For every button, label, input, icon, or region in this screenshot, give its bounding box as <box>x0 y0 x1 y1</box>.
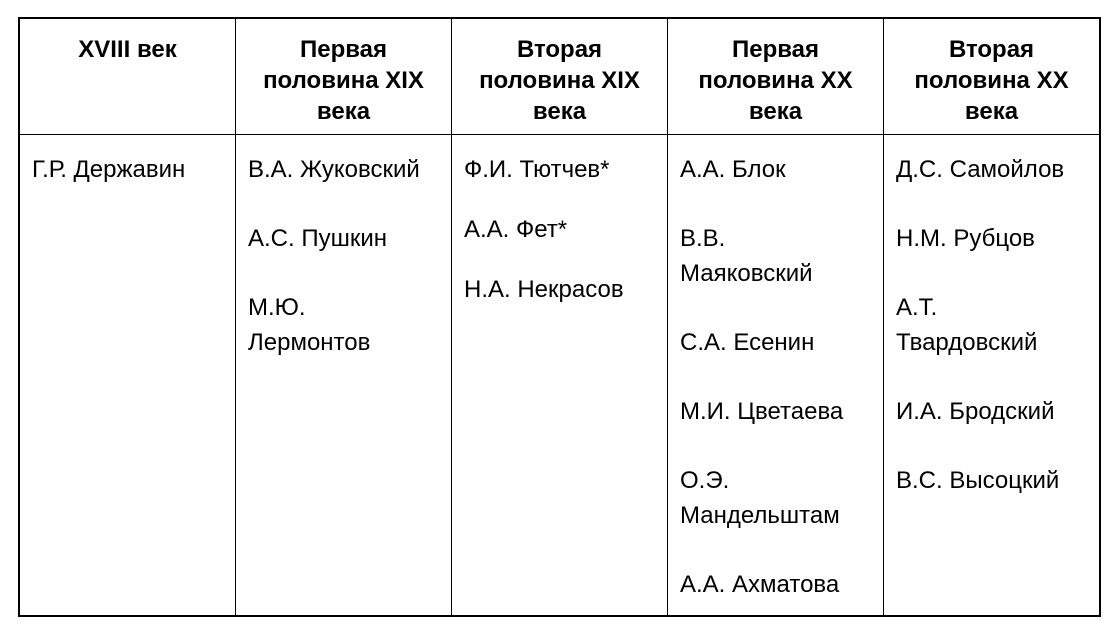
poet-name: Н.А. Некрасов <box>464 276 624 303</box>
poet-name: В.С. Высоцкий <box>896 467 1060 494</box>
header-line: Вторая <box>516 36 603 63</box>
poet-name: Д.С. Самойлов <box>896 156 1065 183</box>
column-header <box>668 34 883 127</box>
header-line: века <box>748 98 803 125</box>
column-second-half-19th <box>452 19 667 615</box>
header-line: Первая <box>731 36 820 63</box>
poet-name: С.А. Есенин <box>680 329 815 356</box>
header-line: половина XX <box>914 67 1069 94</box>
poet-name: В.В. Маяковский <box>680 225 813 287</box>
poet-name: И.А. Бродский <box>896 398 1055 425</box>
header-line: половина XIX <box>479 67 640 94</box>
column-header <box>236 34 451 127</box>
poet-name: Ф.И. Тютчев* <box>464 156 610 183</box>
column-header <box>452 34 667 127</box>
column-cell <box>668 152 883 602</box>
poet-name: А.Т. Твардовский <box>896 294 1038 356</box>
column-first-half-19th <box>236 19 451 615</box>
column-first-half-20th <box>668 19 883 615</box>
header-line: века <box>316 98 371 125</box>
poet-name: Н.М. Рубцов <box>896 225 1035 252</box>
column-cell <box>452 152 667 332</box>
column-second-half-20th <box>884 19 1099 615</box>
header-line: Вторая <box>948 36 1035 63</box>
poet-name: А.А. Блок <box>680 156 786 183</box>
column-cell <box>884 152 1099 532</box>
column-18th-century <box>20 19 235 615</box>
poets-table <box>18 17 1101 617</box>
header-line: XVIII век <box>78 36 177 63</box>
poet-name: О.Э. Мандельштам <box>680 467 840 529</box>
poet-name: В.А. Жуковский <box>248 156 420 183</box>
header-line: века <box>532 98 587 125</box>
poet-name: М.И. Цветаева <box>680 398 844 425</box>
poet-name: М.Ю. Лермонтов <box>248 294 371 356</box>
column-cell <box>20 152 235 221</box>
header-line: века <box>964 98 1019 125</box>
column-cell <box>236 152 451 394</box>
poet-name: А.С. Пушкин <box>248 225 388 252</box>
poet-name: А.А. Фет* <box>464 216 568 243</box>
header-line: половина XIX <box>263 67 424 94</box>
header-line: Первая <box>299 36 388 63</box>
column-header <box>20 34 235 65</box>
poet-name: Г.Р. Державин <box>32 156 186 183</box>
column-header <box>884 34 1099 127</box>
poet-name: А.А. Ахматова <box>680 571 840 598</box>
header-line: половина XX <box>698 67 853 94</box>
